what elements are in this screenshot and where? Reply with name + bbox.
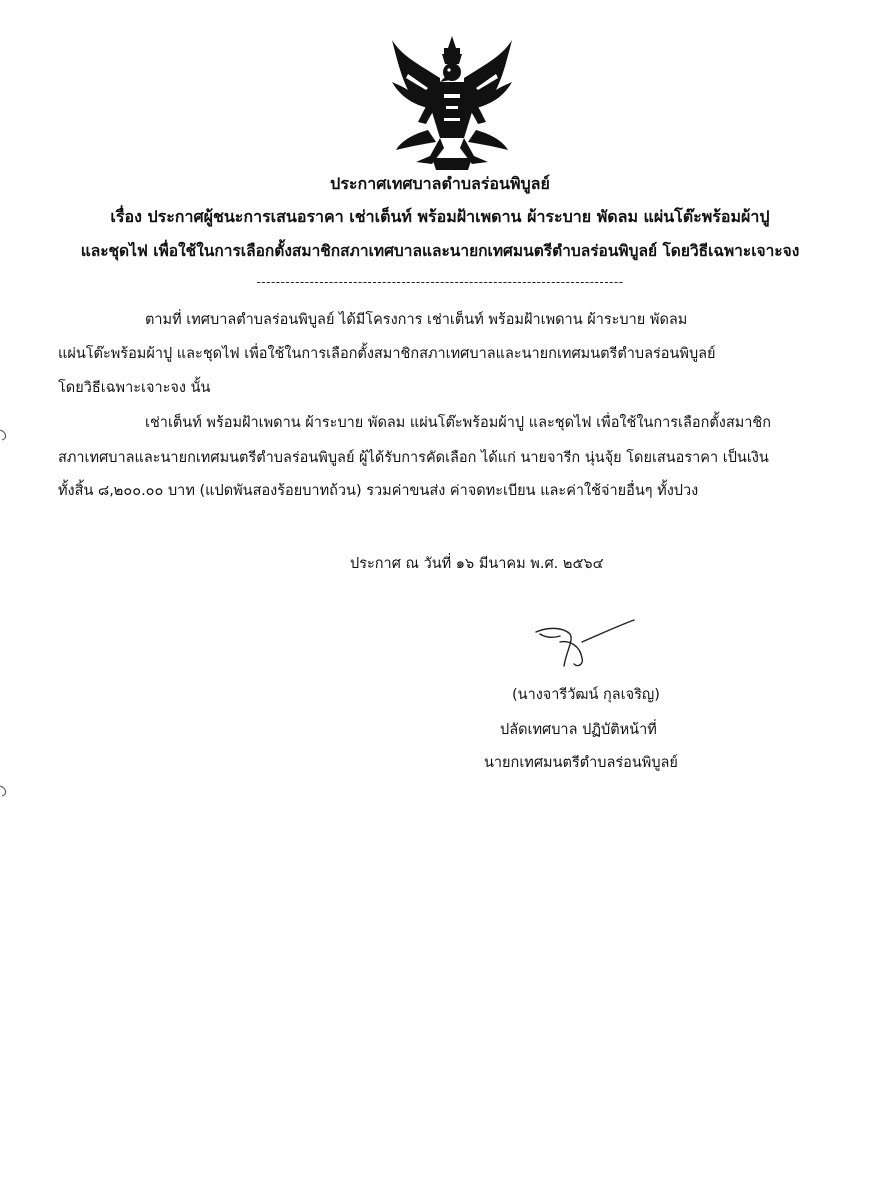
signer-name: (นางจารีวัฒน์ กุลเจริญ) <box>512 687 660 703</box>
garuda-emblem-icon <box>388 34 516 172</box>
signer-position: ปลัดเทศบาล ปฏิบัติหน้าที่ <box>500 722 657 738</box>
subject-line-1: เรื่อง ประกาศผู้ชนะการเสนอราคา เช่าเต็นท์ พร้อมฝ้าเพดาน ผ้าระบาย พัดลม แผ่นโต๊ะพร้อมผ้าปู <box>110 207 770 226</box>
org-title: ประกาศเทศบาลตำบลร่อนพิบูลย์ <box>330 174 550 193</box>
subject-line-2: และชุดไฟ เพื่อใช้ในการเลือกตั้งสมาชิกสภาเทศบาลและนายกเทศมนตรีตำบลร่อนพิบูลย์ โดยวิธีเฉพาะเจาะจง <box>80 242 800 260</box>
signer-title: นายกเทศมนตรีตำบลร่อนพิบูลย์ <box>484 755 678 771</box>
para1-line3: โดยวิธีเฉพาะเจาะจง นั้น <box>58 380 211 396</box>
punch-mark-icon <box>0 784 12 798</box>
punch-mark-icon <box>0 428 12 442</box>
para2-line1: เช่าเต็นท์ พร้อมฝ้าเพดาน ผ้าระบาย พัดลม แผ่นโต๊ะพร้อมผ้าปู และชุดไฟ เพื่อใช้ในการเลือกตั้งสมาชิก <box>145 415 772 431</box>
para2-line3: ทั้งสิ้น ๘,๒๐๐.๐๐ บาท (แปดพันสองร้อยบาทถ้วน) รวมค่าขนส่ง ค่าจดทะเบียน และค่าใช้จ่ายอื่นๆ ทั้งปวง <box>58 483 699 499</box>
announce-date: ประกาศ ณ วันที่ ๑๖ มีนาคม พ.ศ. ๒๕๖๔ <box>350 556 604 572</box>
divider: ---------------------------------------------------------------------------- <box>256 275 624 289</box>
para1-line2: แผ่นโต๊ะพร้อมผ้าปู และชุดไฟ เพื่อใช้ในการเลือกตั้งสมาชิกสภาเทศบาลและนายกเทศมนตรีตำบลร่อนพิบูลย์ <box>58 346 716 362</box>
para1-line1: ตามที่ เทศบาลตำบลร่อนพิบูลย์ ได้มีโครงการ เช่าเต็นท์ พร้อมฝ้าเพดาน ผ้าระบาย พัดลม <box>145 312 688 328</box>
para2-line2: สภาเทศบาลและนายกเทศมนตรีตำบลร่อนพิบูลย์ ผู้ได้รับการคัดเลือก ได้แก่ นายจารีก นุ่นจุ้ย โดยเสนอราคา เป็นเงิน <box>58 450 769 466</box>
handwritten-signature <box>530 612 640 672</box>
